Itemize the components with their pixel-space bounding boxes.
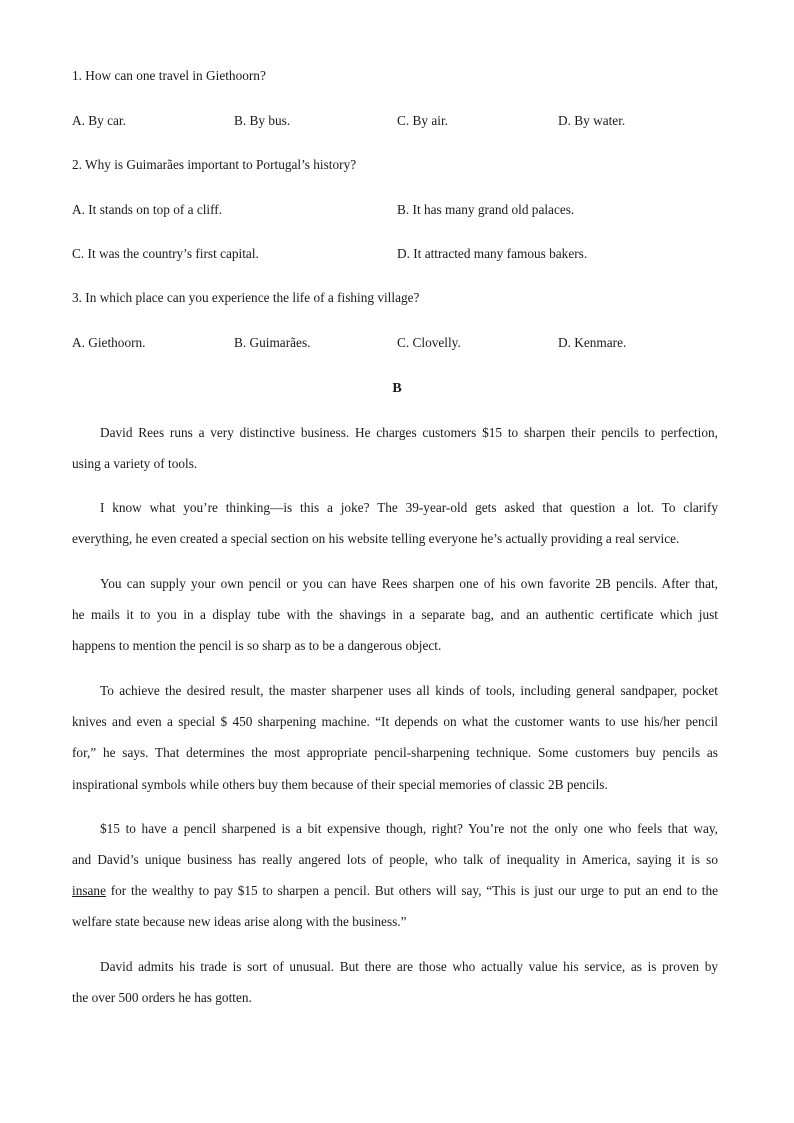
paragraph-2-line-2: everything, he even created a special section on his website telling everyone he’s actually providing a real service.	[72, 531, 680, 546]
question-3-text: 3. In which place can you experience the life of a fishing village?	[72, 290, 420, 305]
paragraph-5-line-4: welfare state because new ideas arise along with the business.”	[72, 914, 407, 929]
paragraph-5-line-3	[72, 883, 718, 899]
question-3-option-d: D. Kenmare.	[558, 335, 627, 350]
question-2-option-b: B. It has many grand old palaces.	[397, 202, 575, 217]
paragraph-4-line-4: inspirational symbols while others buy them because of their special memories of classic 2B pencils.	[72, 777, 608, 792]
paragraph-5-line-3-text: for the wealthy to pay $15 to sharpen a pencil. But others will say, “This is just our urge to put an end to the	[105, 883, 718, 898]
question-2-option-a: A. It stands on top of a cliff.	[72, 202, 223, 217]
paragraph-1-line-2: using a variety of tools.	[72, 456, 198, 471]
question-3-option-b: B. Guimarães.	[234, 335, 311, 350]
question-1-option-a: A. By car.	[72, 113, 126, 128]
question-1-option-d: D. By water.	[558, 113, 626, 128]
question-3-option-c: C. Clovelly.	[397, 335, 461, 350]
question-3-option-a: A. Giethoorn.	[72, 335, 146, 350]
question-2-option-d: D. It attracted many famous bakers.	[397, 246, 588, 261]
paragraph-5-line-1: $15 to have a pencil sharpened is a bit expensive though, right? You’re not the only one who feels that way,	[100, 821, 718, 836]
paragraph-4-line-3: for,” he says. That determines the most appropriate pencil-sharpening technique. Some customers buy pencils as	[72, 745, 718, 760]
paragraph-3-line-1: You can supply your own pencil or you can have Rees sharpen one of his own favorite 2B pencils. After that,	[100, 576, 718, 591]
section-b-heading: B	[392, 381, 402, 396]
paragraph-3-line-2: he mails it to you in a display tube with the shavings in a separate bag, and an authentic certificate which just	[72, 607, 718, 622]
question-1-option-c: C. By air.	[397, 113, 448, 128]
paragraph-2-line-1: I know what you’re thinking—is this a joke? The 39-year-old gets asked that question a lot. To clarify	[100, 500, 718, 515]
paragraph-3-line-3: happens to mention the pencil is so sharp as to be a dangerous object.	[72, 638, 442, 653]
paragraph-4-line-1: To achieve the desired result, the master sharpener uses all kinds of tools, including general sandpaper, pocket	[100, 683, 718, 698]
question-2-text: 2. Why is Guimarães important to Portugal’s history?	[72, 157, 357, 172]
question-2-option-c: C. It was the country’s first capital.	[72, 246, 259, 261]
question-1-text: 1. How can one travel in Giethoorn?	[72, 68, 266, 83]
paragraph-6-line-2: the over 500 orders he has gotten.	[72, 990, 252, 1005]
paragraph-5-line-2: and David’s unique business has really angered lots of people, who talk of inequality in America, saying it is so	[72, 852, 718, 867]
question-1-option-b: B. By bus.	[234, 113, 291, 128]
underlined-word-insane: insane	[72, 883, 106, 898]
paragraph-4-line-2: knives and even a special $ 450 sharpening machine. “It depends on what the customer wants to use his/her pencil	[72, 714, 718, 729]
paragraph-6-line-1: David admits his trade is sort of unusual. But there are those who actually value his service, as is proven by	[100, 959, 718, 974]
paragraph-1-line-1: David Rees runs a very distinctive business. He charges customers $15 to sharpen their pencils to perfection,	[100, 425, 718, 440]
